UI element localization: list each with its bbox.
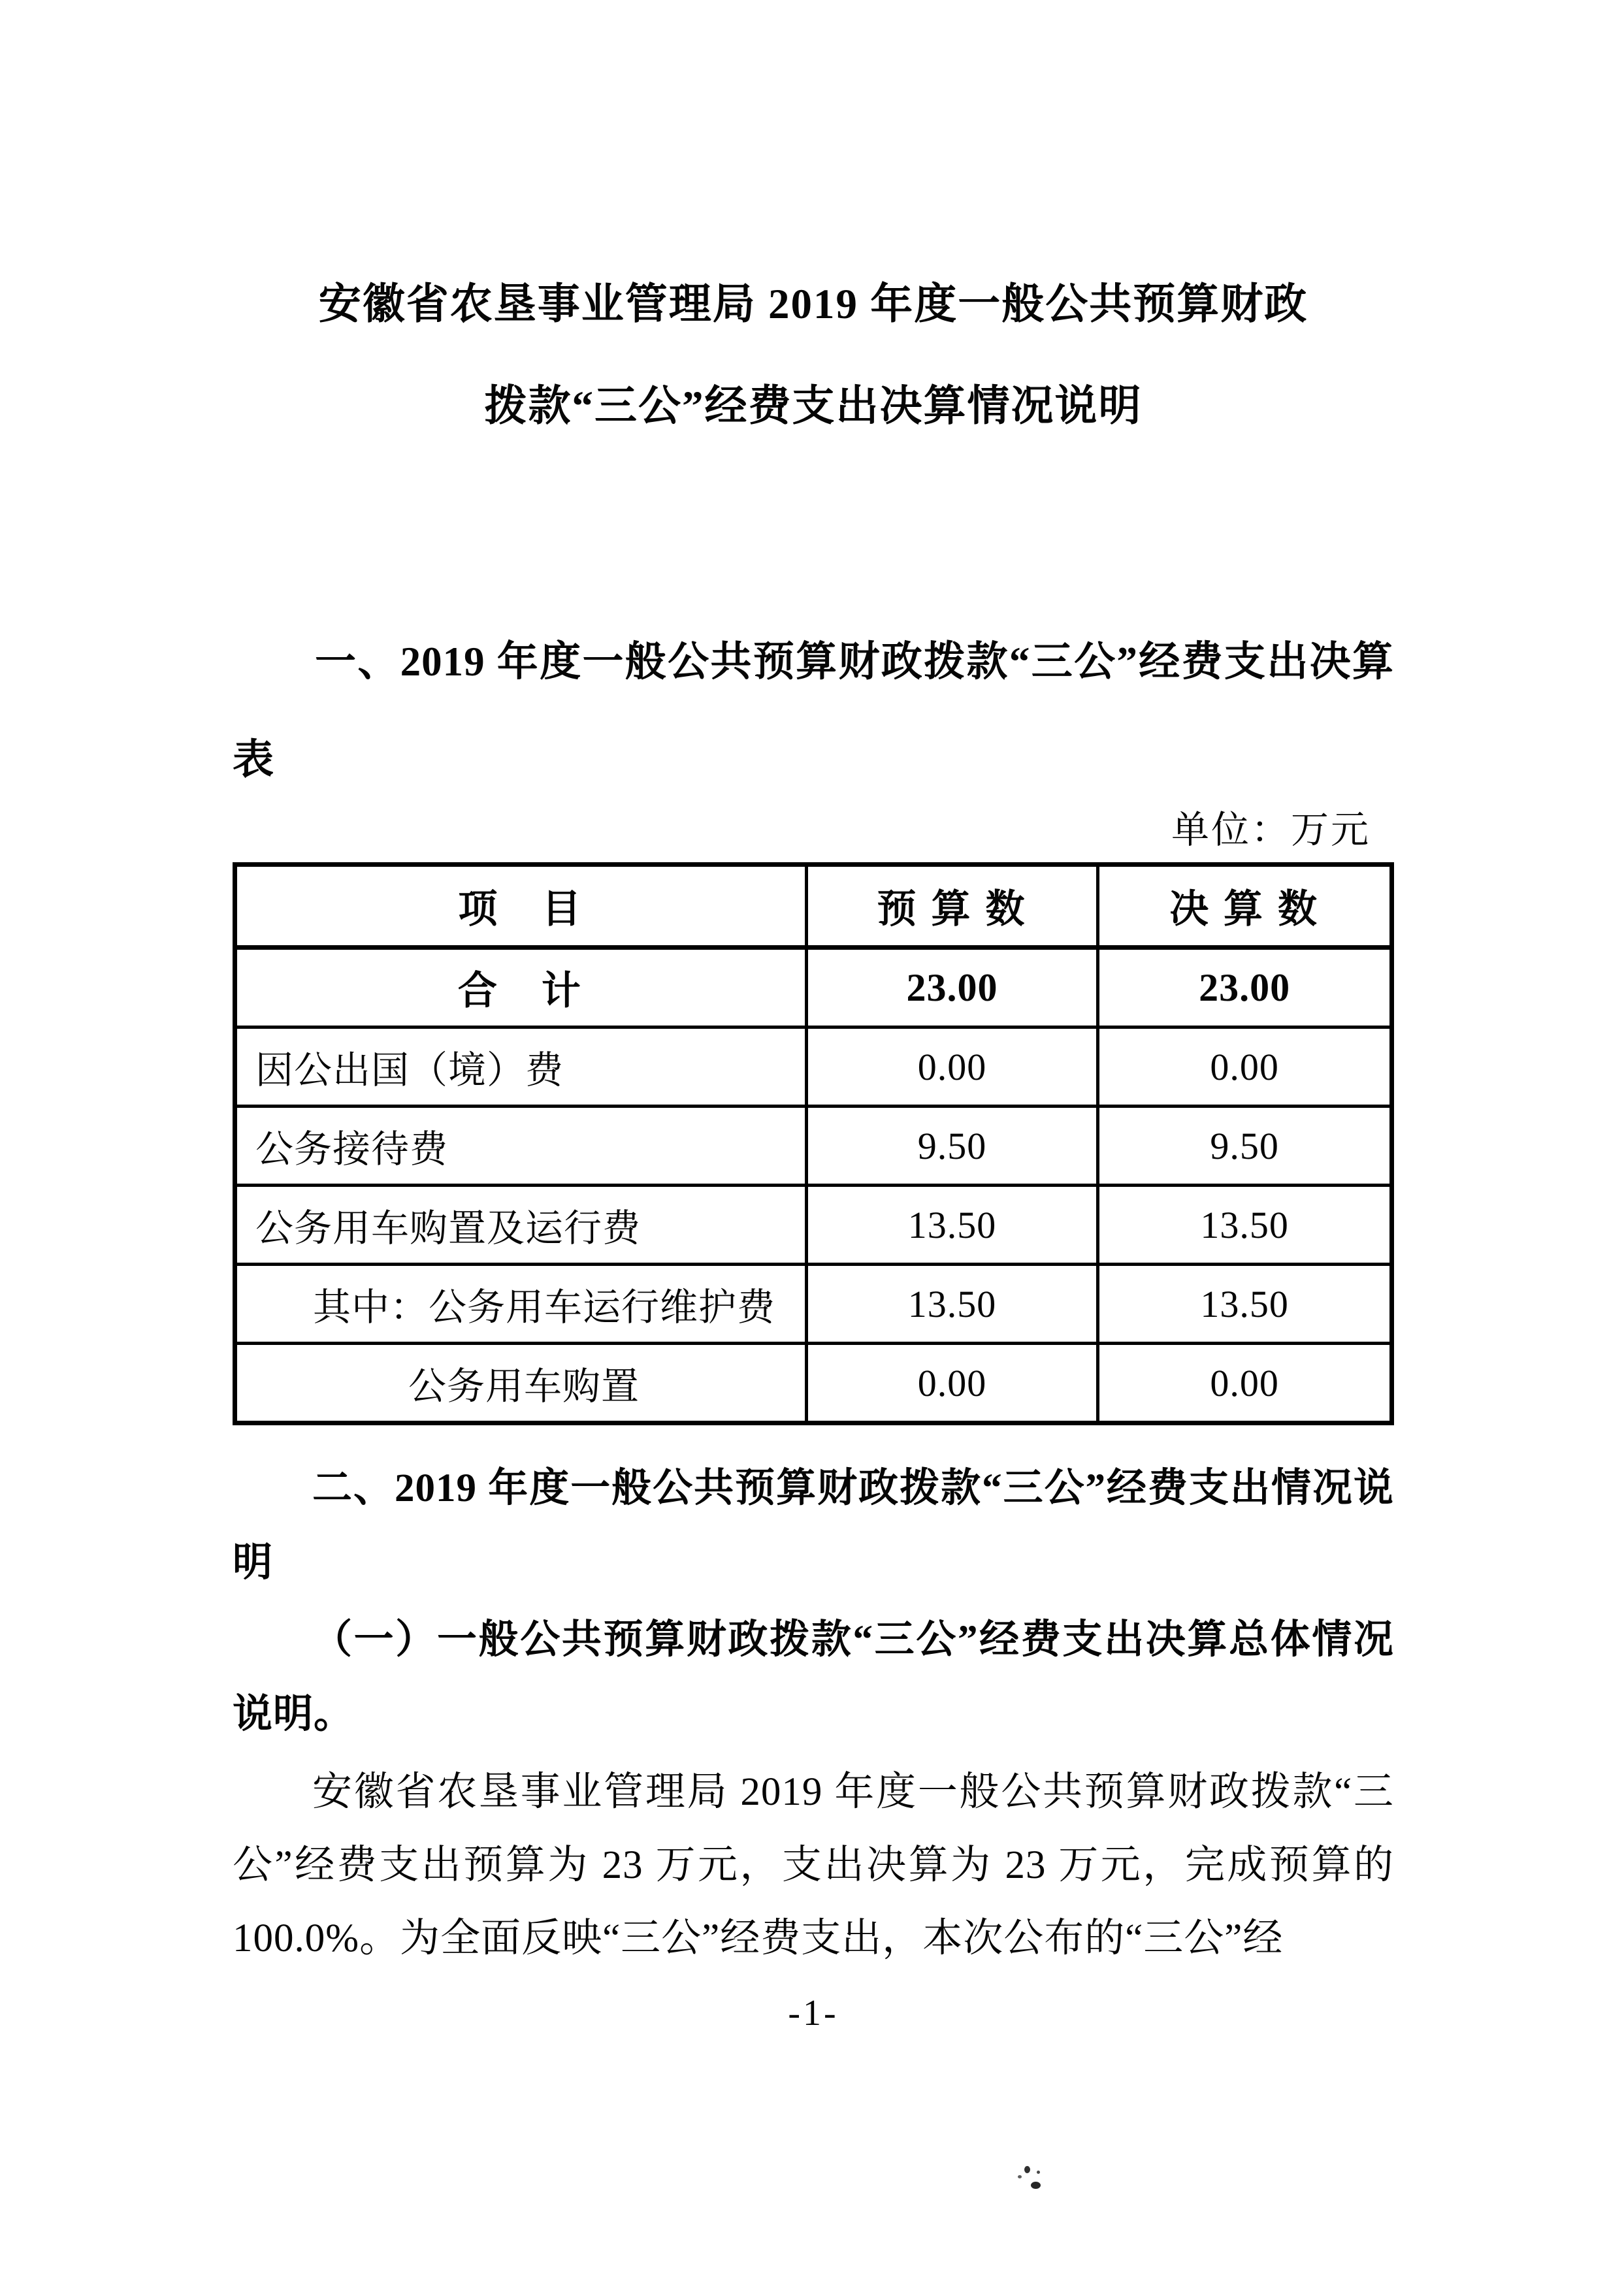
final-value-cell: 0.00 [1098,1027,1392,1107]
scan-speck [1024,2166,1030,2173]
table-row [235,1344,1392,1423]
budget-value-cell: 0.00 [806,1344,1097,1423]
final-value-cell: 0.00 [1098,1344,1392,1423]
budget-value-cell: 9.50 [806,1107,1097,1186]
table-row [235,1027,1392,1107]
table-row [235,948,1392,1027]
section-1-heading: 一、2019 年度一般公共预算财政拨款“三公”经费支出决算表 [233,639,1394,783]
item-label-cell: 公务用车购置 [235,1344,807,1423]
column-header: 决 算 数 [1098,865,1392,948]
table-row [235,1107,1392,1186]
column-header: 项 目 [235,865,807,948]
body-paragraph: 安徽省农垦事业管理局 2019 年度一般公共预算财政拨款“三公”经费支出预算为 23 万元，支出决算为 23 万元，完成预算的 100.0%。为全面反映“三公”经费支出，本次公布的“三公”经 [233,1770,1394,1960]
item-label-cell: 因公出国（境）费 [235,1027,807,1107]
expenditure-table [233,862,1394,1425]
title-line-2: 拨款“三公”经费支出决算情况说明 [484,383,1143,430]
final-value-cell: 13.50 [1098,1265,1392,1344]
subsection-1-heading: （一）一般公共预算财政拨款“三公”经费支出决算总体情况说明。 [233,1618,1394,1736]
item-label-cell: 合 计 [235,948,807,1027]
scan-speck [1018,2175,1022,2178]
scan-speck [1031,2182,1041,2189]
table-row [235,1265,1392,1344]
budget-value-cell: 13.50 [806,1265,1097,1344]
scan-speck [1037,2171,1040,2174]
budget-value-cell: 13.50 [806,1186,1097,1265]
item-label-cell: 公务用车购置及运行费 [235,1186,807,1265]
table-header-row [235,865,1392,948]
table-row [235,1186,1392,1265]
title-line-1: 安徽省农垦事业管理局 2019 年度一般公共预算财政 [318,281,1308,328]
budget-value-cell: 0.00 [806,1027,1097,1107]
column-header: 预 算 数 [806,865,1097,948]
item-label-cell: 公务接待费 [235,1107,807,1186]
budget-value-cell: 23.00 [806,948,1097,1027]
page-title [233,253,1394,457]
page-number: -1- [788,1993,839,2033]
final-value-cell: 23.00 [1098,948,1392,1027]
final-value-cell: 9.50 [1098,1107,1392,1186]
item-label-cell: 其中：公务用车运行维护费 [235,1265,807,1344]
final-value-cell: 13.50 [1098,1186,1392,1265]
section-2-heading: 二、2019 年度一般公共预算财政拨款“三公”经费支出情况说明 [233,1466,1394,1585]
unit-label: 单位：万元 [1171,809,1371,851]
